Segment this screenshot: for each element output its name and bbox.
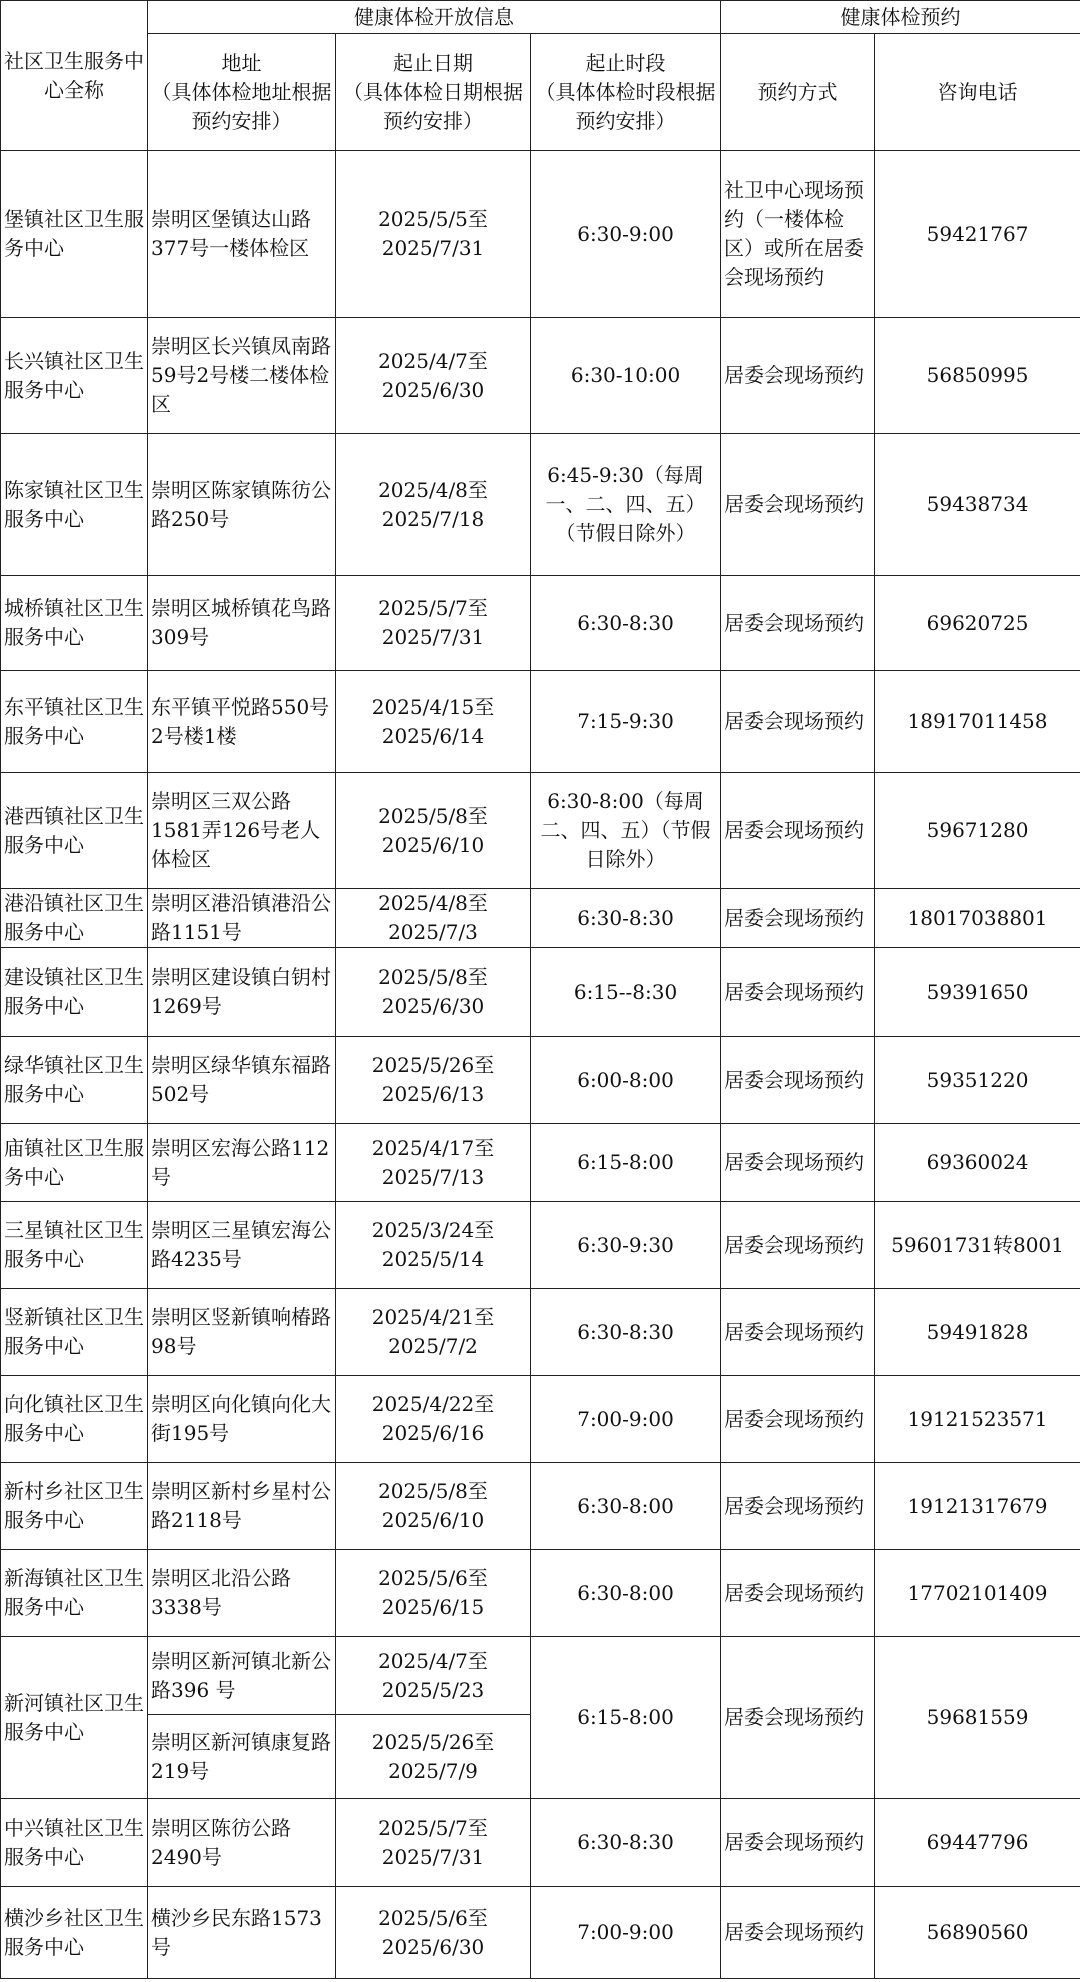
phone-cell: 69447796 [875, 1799, 1080, 1887]
center-name-cell: 向化镇社区卫生服务中心 [1, 1376, 148, 1463]
phone-cell: 56890560 [875, 1887, 1080, 1979]
center-name-cell: 绿华镇社区卫生服务中心 [1, 1037, 148, 1124]
dates-cell: 2025/5/6至 2025/6/15 [336, 1550, 531, 1637]
center-name-cell: 港沿镇社区卫生服务中心 [1, 889, 148, 948]
time-cell: 6:30-8:00（每周二、四、五）（节假日除外） [531, 773, 721, 889]
dates-cell: 2025/5/26至 2025/6/13 [336, 1037, 531, 1124]
center-name-cell: 竖新镇社区卫生服务中心 [1, 1289, 148, 1376]
address-cell: 崇明区宏海公路112号 [148, 1124, 336, 1202]
dates-cell: 2025/4/8至 2025/7/18 [336, 434, 531, 576]
phone-cell: 19121317679 [875, 1463, 1080, 1550]
address-cell: 崇明区北沿公路3338号 [148, 1550, 336, 1637]
center-name-cell: 横沙乡社区卫生服务中心 [1, 1887, 148, 1979]
address-cell: 崇明区三星镇宏海公路4235号 [148, 1202, 336, 1289]
table-row [1, 1463, 1080, 1550]
phone-cell: 59671280 [875, 773, 1080, 889]
xinhe-time: 6:15-8:00 [531, 1637, 721, 1799]
booking-method-cell: 居委会现场预约 [721, 889, 875, 948]
booking-method-cell: 居委会现场预约 [721, 1124, 875, 1202]
table-row [1, 1887, 1080, 1979]
xinhe-address-1: 崇明区新河镇北新公路396 号 [148, 1637, 336, 1715]
address-cell: 崇明区绿华镇东福路502号 [148, 1037, 336, 1124]
phone-cell: 18017038801 [875, 889, 1080, 948]
booking-method-cell: 居委会现场预约 [721, 1887, 875, 1979]
header-center-name: 社区卫生服务中心全称 [1, 1, 148, 151]
address-cell: 崇明区城桥镇花鸟路309号 [148, 576, 336, 671]
address-cell: 崇明区竖新镇响椿路98号 [148, 1289, 336, 1376]
booking-method-cell: 居委会现场预约 [721, 773, 875, 889]
header-dates: 起止日期 （具体体检日期根据预约安排） [336, 34, 531, 151]
booking-method-cell: 居委会现场预约 [721, 948, 875, 1037]
time-cell: 6:30-8:30 [531, 1289, 721, 1376]
address-cell: 崇明区堡镇达山路377号一楼体检区 [148, 151, 336, 318]
center-name-cell: 中兴镇社区卫生服务中心 [1, 1799, 148, 1887]
phone-cell: 59421767 [875, 151, 1080, 318]
dates-cell: 2025/5/8至 2025/6/10 [336, 1463, 531, 1550]
time-cell: 7:15-9:30 [531, 671, 721, 773]
address-cell: 横沙乡民东路1573号 [148, 1887, 336, 1979]
booking-method-cell: 居委会现场预约 [721, 318, 875, 434]
table-row [1, 1550, 1080, 1637]
xinhe-address-2: 崇明区新河镇康复路219号 [148, 1715, 336, 1799]
center-name-cell: 长兴镇社区卫生服务中心 [1, 318, 148, 434]
header-booking: 健康体检预约 [721, 1, 1080, 34]
address-cell: 崇明区向化镇向化大街195号 [148, 1376, 336, 1463]
time-cell: 6:30-9:00 [531, 151, 721, 318]
table-row [1, 773, 1080, 889]
table-row [1, 889, 1080, 948]
dates-cell: 2025/5/8至 2025/6/30 [336, 948, 531, 1037]
time-cell: 6:30-8:30 [531, 1799, 721, 1887]
center-name-cell: 建设镇社区卫生服务中心 [1, 948, 148, 1037]
booking-method-cell: 居委会现场预约 [721, 576, 875, 671]
dates-cell: 2025/4/22至 2025/6/16 [336, 1376, 531, 1463]
booking-method-cell: 居委会现场预约 [721, 1376, 875, 1463]
dates-cell: 2025/4/7至 2025/6/30 [336, 318, 531, 434]
phone-cell: 59491828 [875, 1289, 1080, 1376]
center-name-cell: 三星镇社区卫生服务中心 [1, 1202, 148, 1289]
time-cell: 6:15--8:30 [531, 948, 721, 1037]
time-cell: 6:30-8:30 [531, 889, 721, 948]
time-cell: 6:45-9:30（每周一、二、四、五）（节假日除外） [531, 434, 721, 576]
phone-cell: 69360024 [875, 1124, 1080, 1202]
time-cell: 6:30-8:30 [531, 576, 721, 671]
table-row [1, 1124, 1080, 1202]
phone-cell: 59351220 [875, 1037, 1080, 1124]
xinhe-dates-1: 2025/4/7至 2025/5/23 [336, 1637, 531, 1715]
time-cell: 7:00-9:00 [531, 1887, 721, 1979]
address-cell: 东平镇平悦路550号2号楼1楼 [148, 671, 336, 773]
phone-cell: 56850995 [875, 318, 1080, 434]
table-row [1, 1799, 1080, 1887]
booking-method-cell: 居委会现场预约 [721, 1799, 875, 1887]
phone-cell: 17702101409 [875, 1550, 1080, 1637]
table-row [1, 671, 1080, 773]
booking-method-cell: 居委会现场预约 [721, 1550, 875, 1637]
center-name-cell: 新村乡社区卫生服务中心 [1, 1463, 148, 1550]
center-name-cell: 陈家镇社区卫生服务中心 [1, 434, 148, 576]
address-cell: 崇明区建设镇白钥村1269号 [148, 948, 336, 1037]
table-row [1, 576, 1080, 671]
table-row [1, 1376, 1080, 1463]
table-row [1, 318, 1080, 434]
dates-cell: 2025/4/15至 2025/6/14 [336, 671, 531, 773]
address-cell: 崇明区三双公路1581弄126号老人体检区 [148, 773, 336, 889]
dates-cell: 2025/4/21至 2025/7/2 [336, 1289, 531, 1376]
address-cell: 崇明区港沿镇港沿公路1151号 [148, 889, 336, 948]
phone-cell: 59391650 [875, 948, 1080, 1037]
center-name-cell: 东平镇社区卫生服务中心 [1, 671, 148, 773]
center-name-cell: 港西镇社区卫生服务中心 [1, 773, 148, 889]
center-name-cell: 庙镇社区卫生服务中心 [1, 1124, 148, 1202]
booking-method-cell: 居委会现场预约 [721, 1463, 875, 1550]
booking-method-cell: 居委会现场预约 [721, 671, 875, 773]
header-address: 地址 （具体体检地址根据预约安排） [148, 34, 336, 151]
center-name-cell: 城桥镇社区卫生服务中心 [1, 576, 148, 671]
header-phone: 咨询电话 [875, 34, 1080, 151]
time-cell: 7:00-9:00 [531, 1376, 721, 1463]
booking-method-cell: 居委会现场预约 [721, 434, 875, 576]
phone-cell: 19121523571 [875, 1376, 1080, 1463]
address-cell: 崇明区长兴镇凤南路59号2号楼二楼体检区 [148, 318, 336, 434]
phone-cell: 59601731转8001 [875, 1202, 1080, 1289]
dates-cell: 2025/4/17至 2025/7/13 [336, 1124, 531, 1202]
dates-cell: 2025/5/6至 2025/6/30 [336, 1887, 531, 1979]
header-times: 起止时段 （具体体检时段根据预约安排） [531, 34, 721, 151]
phone-cell: 59438734 [875, 434, 1080, 576]
dates-cell: 2025/5/5至 2025/7/31 [336, 151, 531, 318]
header-method: 预约方式 [721, 34, 875, 151]
table-row [1, 1037, 1080, 1124]
address-cell: 崇明区陈家镇陈彷公路250号 [148, 434, 336, 576]
table-row [1, 1202, 1080, 1289]
booking-method-cell: 社卫中心现场预约（一楼体检区）或所在居委会现场预约 [721, 151, 875, 318]
time-cell: 6:00-8:00 [531, 1037, 721, 1124]
address-cell: 崇明区新村乡星村公路2118号 [148, 1463, 336, 1550]
header-open-info: 健康体检开放信息 [148, 1, 721, 34]
xinhe-name: 新河镇社区卫生服务中心 [1, 1637, 148, 1799]
time-cell: 6:30-8:00 [531, 1550, 721, 1637]
table-row [1, 434, 1080, 576]
table-row [1, 1289, 1080, 1376]
dates-cell: 2025/3/24至 2025/5/14 [336, 1202, 531, 1289]
phone-cell: 18917011458 [875, 671, 1080, 773]
booking-method-cell: 居委会现场预约 [721, 1037, 875, 1124]
dates-cell: 2025/5/7至 2025/7/31 [336, 576, 531, 671]
booking-method-cell: 居委会现场预约 [721, 1289, 875, 1376]
time-cell: 6:15-8:00 [531, 1124, 721, 1202]
xinhe-phone: 59681559 [875, 1637, 1080, 1799]
dates-cell: 2025/5/7至 2025/7/31 [336, 1799, 531, 1887]
address-cell: 崇明区陈彷公路2490号 [148, 1799, 336, 1887]
time-cell: 6:30-10:00 [531, 318, 721, 434]
phone-cell: 69620725 [875, 576, 1080, 671]
time-cell: 6:30-9:30 [531, 1202, 721, 1289]
table-row [1, 948, 1080, 1037]
table-row [1, 151, 1080, 318]
dates-cell: 2025/4/8至 2025/7/3 [336, 889, 531, 948]
booking-method-cell: 居委会现场预约 [721, 1202, 875, 1289]
center-name-cell: 新海镇社区卫生服务中心 [1, 1550, 148, 1637]
time-cell: 6:30-8:00 [531, 1463, 721, 1550]
center-name-cell: 堡镇社区卫生服务中心 [1, 151, 148, 318]
xinhe-method: 居委会现场预约 [721, 1637, 875, 1799]
dates-cell: 2025/5/8至 2025/6/10 [336, 773, 531, 889]
xinhe-dates-2: 2025/5/26至 2025/7/9 [336, 1715, 531, 1799]
